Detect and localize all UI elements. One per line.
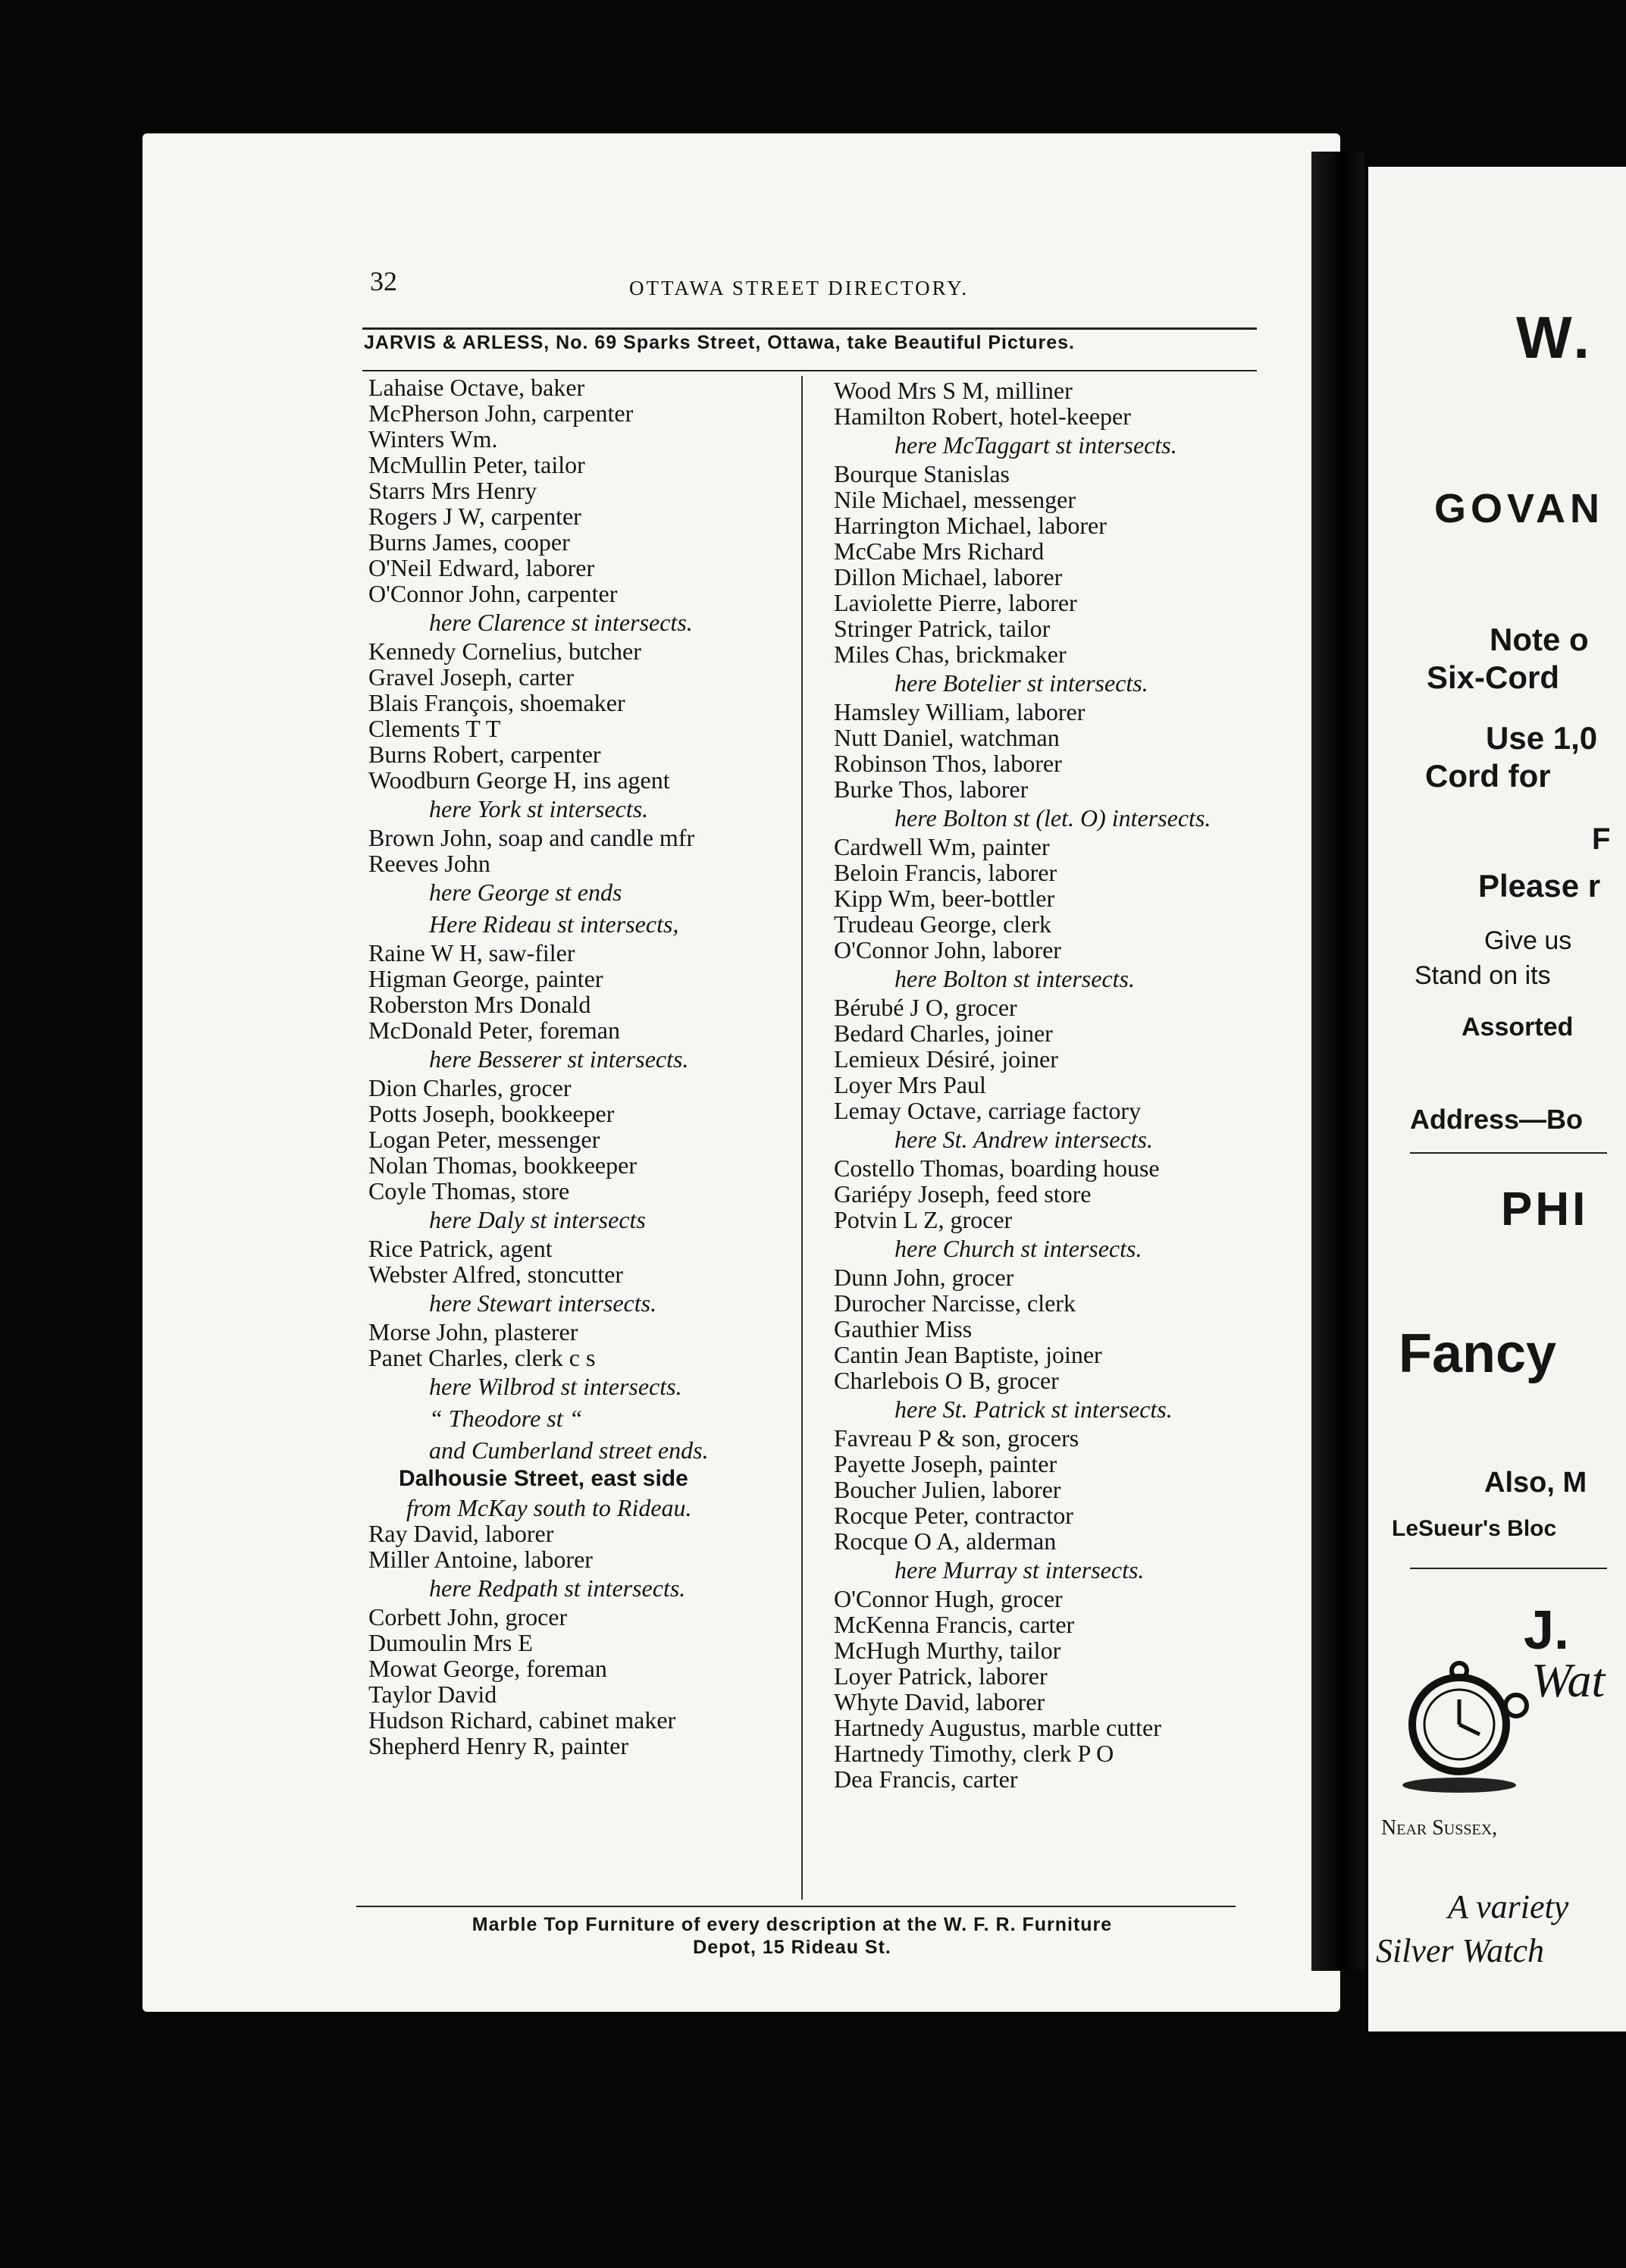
intersection-note: here Botelier st intersects. <box>894 669 1148 697</box>
ad-rule-1 <box>1410 1152 1607 1154</box>
directory-entry: Loyer Patrick, laborer <box>834 1662 1048 1690</box>
directory-entry: Higman George, painter <box>368 965 603 992</box>
directory-entry: Starrs Mrs Henry <box>368 477 537 504</box>
ad-six-cord: Six-Cord <box>1427 659 1560 695</box>
directory-entry: O'Neil Edward, laborer <box>368 554 595 581</box>
directory-entry: Winters Wm. <box>368 425 498 453</box>
directory-entry: Gauthier Miss <box>834 1315 973 1342</box>
directory-entry: Rice Patrick, agent <box>368 1235 553 1262</box>
directory-entry: Cantin Jean Baptiste, joiner <box>834 1341 1102 1368</box>
intersection-note: here Clarence st intersects. <box>429 609 693 636</box>
directory-entry: Ray David, laborer <box>368 1520 554 1547</box>
intersection-note: here Besserer st intersects. <box>429 1045 689 1073</box>
directory-entry: Shepherd Henry R, painter <box>368 1732 629 1759</box>
directory-entry: McPherson John, carpenter <box>368 399 634 427</box>
ad-phi: PHI <box>1501 1183 1589 1236</box>
header-rule <box>362 370 1257 371</box>
directory-entry: Stringer Patrick, tailor <box>834 615 1051 642</box>
directory-entry: Loyer Mrs Paul <box>834 1071 986 1098</box>
directory-entry: Hudson Richard, cabinet maker <box>368 1706 676 1734</box>
directory-entry: Brown John, soap and candle mfr <box>368 824 695 851</box>
directory-entry: Coyle Thomas, store <box>368 1177 570 1204</box>
directory-entry: Miller Antoine, laborer <box>368 1546 593 1573</box>
ad-assorted: Assorted <box>1462 1013 1574 1042</box>
intersection-note: here St. Patrick st intersects. <box>894 1396 1173 1423</box>
bottom-advertisement <box>371 1913 1213 1959</box>
ad-give-us: Give us <box>1484 926 1572 955</box>
directory-entry: Dillon Michael, laborer <box>834 563 1063 590</box>
directory-entry: Beloin Francis, laborer <box>834 859 1057 886</box>
ad-variety: A variety <box>1448 1888 1569 1925</box>
directory-entry: Blais François, shoemaker <box>368 689 625 716</box>
directory-entry: Costello Thomas, boarding house <box>834 1154 1160 1182</box>
directory-entry: Reeves John <box>368 850 490 877</box>
bottom-ad-line-2: Depot, 15 Rideau St. <box>693 1937 891 1958</box>
intersection-note: here Redpath st intersects. <box>429 1574 686 1602</box>
street-subheading: from McKay south to Rideau. <box>406 1494 692 1521</box>
directory-entry: McCabe Mrs Richard <box>834 537 1045 565</box>
directory-entry: Webster Alfred, stoncutter <box>368 1261 623 1288</box>
ad-note: Note o <box>1490 622 1589 657</box>
directory-entry: Gravel Joseph, carter <box>368 663 574 691</box>
directory-entry: Rogers J W, carpenter <box>368 503 581 530</box>
directory-entry: Burns Robert, carpenter <box>368 741 601 768</box>
directory-entry: McHugh Murthy, tailor <box>834 1637 1061 1664</box>
intersection-note: here McTaggart st intersects. <box>894 431 1177 459</box>
directory-entry: Whyte David, laborer <box>834 1688 1045 1715</box>
ad-lesueur: LeSueur's Bloc <box>1392 1516 1557 1541</box>
directory-entry: Durocher Narcisse, clerk <box>834 1289 1076 1317</box>
ad-stand: Stand on its <box>1415 961 1551 990</box>
directory-entry: Harrington Michael, laborer <box>834 512 1107 539</box>
ad-rule-2 <box>1410 1568 1607 1569</box>
directory-entry: Hartnedy Augustus, marble cutter <box>834 1714 1161 1741</box>
directory-entry: Bedard Charles, joiner <box>834 1020 1053 1047</box>
directory-entry: Dion Charles, grocer <box>368 1074 572 1101</box>
intersection-note: and Cumberland street ends. <box>429 1436 709 1464</box>
directory-entry: O'Connor Hugh, grocer <box>834 1585 1063 1612</box>
directory-entry: Favreau P & son, grocers <box>834 1424 1079 1452</box>
ad-use: Use 1,0 <box>1486 720 1598 756</box>
left-column <box>368 374 709 1759</box>
footer-rule <box>356 1906 1236 1907</box>
directory-entry: Rocque Peter, contractor <box>834 1502 1073 1529</box>
ad-w-heading: W. <box>1516 304 1594 371</box>
running-head: OTTAWA STREET DIRECTORY. <box>629 277 969 299</box>
pocket-watch-icon <box>1387 1652 1531 1797</box>
directory-entry: Miles Chas, brickmaker <box>834 641 1067 668</box>
right-column <box>834 377 1211 1792</box>
directory-entry: Burke Thos, laborer <box>834 775 1029 803</box>
page-number: 32 <box>370 266 397 296</box>
directory-entry: McDonald Peter, foreman <box>368 1017 620 1044</box>
ad-wat: Wat <box>1531 1653 1606 1707</box>
directory-entry: Cardwell Wm, painter <box>834 833 1050 860</box>
directory-entry: Panet Charles, clerk c s <box>368 1344 596 1371</box>
directory-entry: Dunn John, grocer <box>834 1264 1014 1291</box>
directory-entry: Rocque O A, alderman <box>834 1527 1057 1555</box>
directory-entry: Corbett John, grocer <box>368 1603 568 1631</box>
intersection-note: here York st intersects. <box>429 795 649 822</box>
directory-entry: Nile Michael, messenger <box>834 486 1076 513</box>
street-heading: Dalhousie Street, east side <box>399 1466 688 1491</box>
ad-j: J. <box>1524 1600 1570 1661</box>
directory-entry: Dea Francis, carter <box>834 1765 1018 1793</box>
directory-entry: Woodburn George H, ins agent <box>368 766 670 794</box>
directory-entry: Boucher Julien, laborer <box>834 1476 1061 1503</box>
directory-entry: Kipp Wm, beer-bottler <box>834 885 1055 912</box>
directory-entry: Logan Peter, messenger <box>368 1126 600 1153</box>
directory-entry: Hamilton Robert, hotel-keeper <box>834 403 1131 430</box>
bottom-ad-line-1: Marble Top Furniture of every description at the W. F. R. Furniture <box>472 1914 1113 1935</box>
directory-entry: Bérubé J O, grocer <box>834 994 1017 1021</box>
ad-fancy: Fancy <box>1399 1324 1557 1384</box>
ad-address: Address—Bo <box>1410 1104 1584 1135</box>
intersection-note: “ Theodore st “ <box>429 1405 583 1432</box>
directory-entry: McKenna Francis, carter <box>834 1611 1075 1638</box>
directory-entry: Raine W H, saw-filer <box>368 939 575 966</box>
directory-entry: McMullin Peter, tailor <box>368 451 585 478</box>
directory-entry: Nolan Thomas, bookkeeper <box>368 1151 637 1179</box>
directory-entry: Taylor David <box>368 1681 497 1708</box>
directory-entry: Lahaise Octave, baker <box>368 374 585 401</box>
directory-entry: Charlebois O B, grocer <box>834 1367 1059 1394</box>
ad-near-sussex: Near Sussex, <box>1381 1816 1498 1840</box>
ad-please: Please r <box>1478 868 1601 904</box>
ad-govan: GOVAN <box>1434 486 1605 531</box>
directory-entry: Roberston Mrs Donald <box>368 991 591 1018</box>
directory-entry: Burns James, cooper <box>368 528 570 556</box>
directory-entry: Wood Mrs S M, milliner <box>834 377 1073 404</box>
intersection-note: here Bolton st (let. O) intersects. <box>894 804 1211 832</box>
directory-entry: Dumoulin Mrs E <box>368 1629 533 1656</box>
directory-entry: Hamsley William, laborer <box>834 698 1086 725</box>
directory-entry: Morse John, plasterer <box>368 1318 578 1345</box>
intersection-note: here Daly st intersects <box>429 1206 646 1233</box>
directory-entry: O'Connor John, carpenter <box>368 580 618 607</box>
directory-entry: Bourque Stanislas <box>834 460 1010 487</box>
intersection-note: here Murray st intersects. <box>894 1556 1145 1584</box>
directory-entry: Laviolette Pierre, laborer <box>834 589 1077 616</box>
directory-entry: Potvin L Z, grocer <box>834 1206 1013 1233</box>
intersection-note: here George st ends <box>429 879 622 906</box>
directory-entry: O'Connor John, laborer <box>834 936 1061 963</box>
ad-also: Also, M <box>1484 1467 1587 1499</box>
column-separator <box>801 376 803 1900</box>
directory-entry: Nutt Daniel, watchman <box>834 724 1060 751</box>
intersection-note: here Stewart intersects. <box>429 1289 657 1317</box>
book-gutter <box>1311 152 1364 1971</box>
intersection-note: Here Rideau st intersects, <box>429 910 679 938</box>
directory-entry: Robinson Thos, laborer <box>834 750 1062 777</box>
directory-entry: Trudeau George, clerk <box>834 910 1052 938</box>
directory-entry: Kennedy Cornelius, butcher <box>368 637 641 665</box>
directory-entry: Potts Joseph, bookkeeper <box>368 1100 615 1127</box>
ad-f: F <box>1592 822 1611 856</box>
directory-entry: Clements T T <box>368 715 501 742</box>
ad-silver: Silver Watch <box>1376 1932 1544 1969</box>
intersection-note: here Bolton st intersects. <box>894 965 1135 992</box>
directory-entry: Hartnedy Timothy, clerk P O <box>834 1740 1114 1767</box>
directory-entry: Lemay Octave, carriage factory <box>834 1097 1142 1124</box>
intersection-note: here St. Andrew intersects. <box>894 1126 1153 1153</box>
directory-entry: Payette Joseph, painter <box>834 1450 1057 1477</box>
top-rule <box>362 327 1257 330</box>
intersection-note: here Church st intersects. <box>894 1235 1142 1262</box>
directory-entry: Gariépy Joseph, feed store <box>834 1180 1092 1208</box>
ad-cord-for: Cord for <box>1425 758 1551 794</box>
intersection-note: here Wilbrod st intersects. <box>429 1373 682 1400</box>
directory-entry: Lemieux Désiré, joiner <box>834 1045 1058 1073</box>
directory-entry: Mowat George, foreman <box>368 1655 607 1682</box>
top-advertisement: JARVIS & ARLESS, No. 69 Sparks Street, Ottawa, take Beautiful Pictures. <box>364 332 1075 353</box>
